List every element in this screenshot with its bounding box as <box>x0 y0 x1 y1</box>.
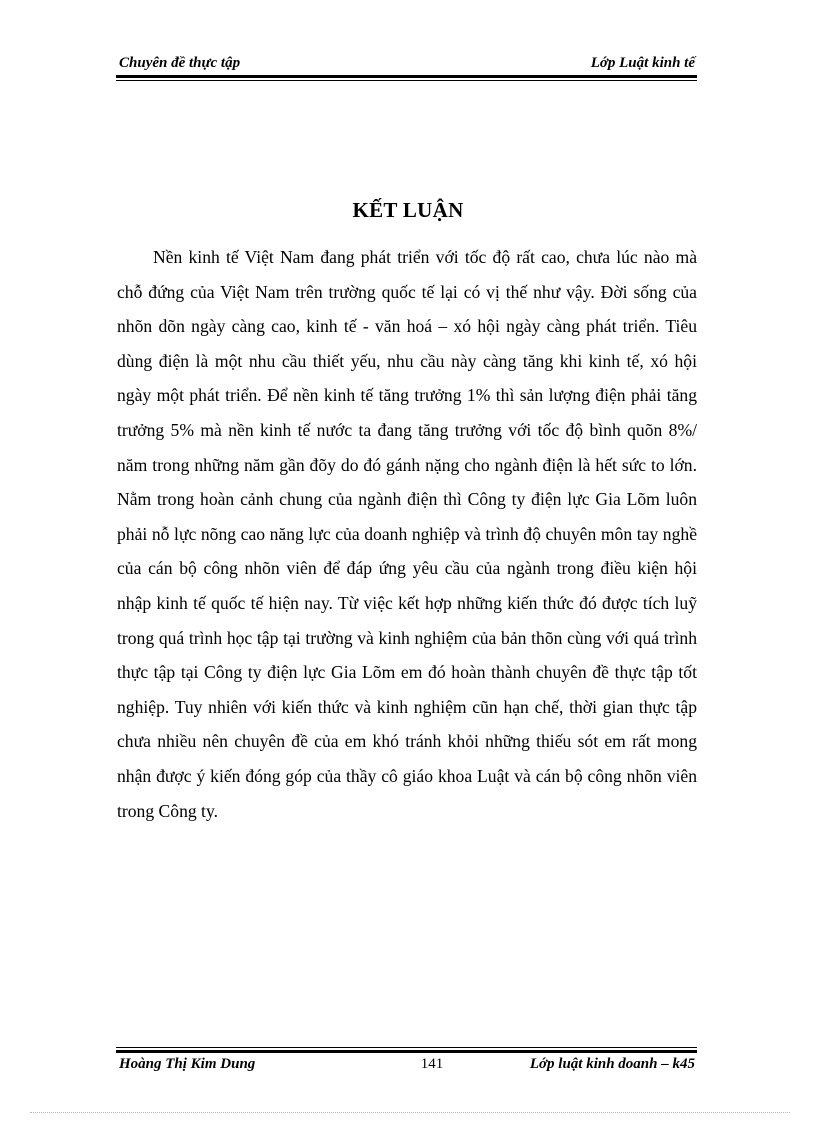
header-course-title: Chuyên đề thực tập <box>119 55 241 71</box>
header-class-name: Lớp Luật kinh tế <box>590 55 695 71</box>
footer-class: Lớp luật kinh doanh – k45 <box>529 1056 695 1072</box>
conclusion-paragraph: Nền kinh tế Việt Nam đang phát triển với tốc độ rất cao, chưa lúc nào mà chỗ đứng của Việt Nam trên trường quốc tế lại có vị thế như vậy. Đời sống của nhõn dõn ngày càng cao, kinh tế - văn hoá – xó hội ngày càng phát triển. Tiêu dùng điện là một nhu cầu thiết yếu, nhu cầu này càng tăng khi kinh tế, xó hội ngày một phát triển. Để nền kinh tế tăng trưởng 1% thì sản lượng điện phải tăng trưởng 5% mà nền kinh tế nước ta đang tăng trưởng với tốc độ bình quõn 8%/ năm trong những năm gần đõy do đó gánh nặng cho ngành điện là hết sức to lớn. Nằm trong hoàn cảnh chung của ngành điện thì Công ty điện lực Gia Lõm luôn phải nỗ lực nõng cao năng lực của doanh nghiệp và trình độ chuyên môn tay nghề của cán bộ công nhõn viên để đáp ứng yêu cầu của ngành trong điều kiện hội nhập kinh tế quốc tế hiện nay. Từ việc kết hợp những kiến thức đó được tích luỹ trong quá trình học tập tại trường và kinh nghiệm của bản thõn cùng với quá trình thực tập tại Công ty điện lực Gia Lõm em đó hoàn thành chuyên đề thực tập tốt nghiệp. Tuy nhiên với kiến thức và kinh nghiệm cũn hạn chế, thời gian thực tập chưa nhiều nên chuyên đề của em khó tránh khỏi những thiếu sót em rất mong nhận được ý kiến đóng góp của thầy cô giáo khoa Luật và cán bộ công nhõn viên trong Công ty. <box>117 247 697 821</box>
header-divider-thin <box>116 80 697 81</box>
section-title: KẾT LUẬN <box>352 198 464 222</box>
footer-divider-thin <box>116 1047 697 1048</box>
page-header <box>116 52 697 74</box>
page-footer <box>116 1053 697 1077</box>
footer-page-number: 141 <box>420 1056 444 1072</box>
footer-author: Hoàng Thị Kim Dung <box>119 1056 256 1072</box>
page-edge-divider <box>30 1112 790 1113</box>
header-divider-thick <box>116 75 697 78</box>
